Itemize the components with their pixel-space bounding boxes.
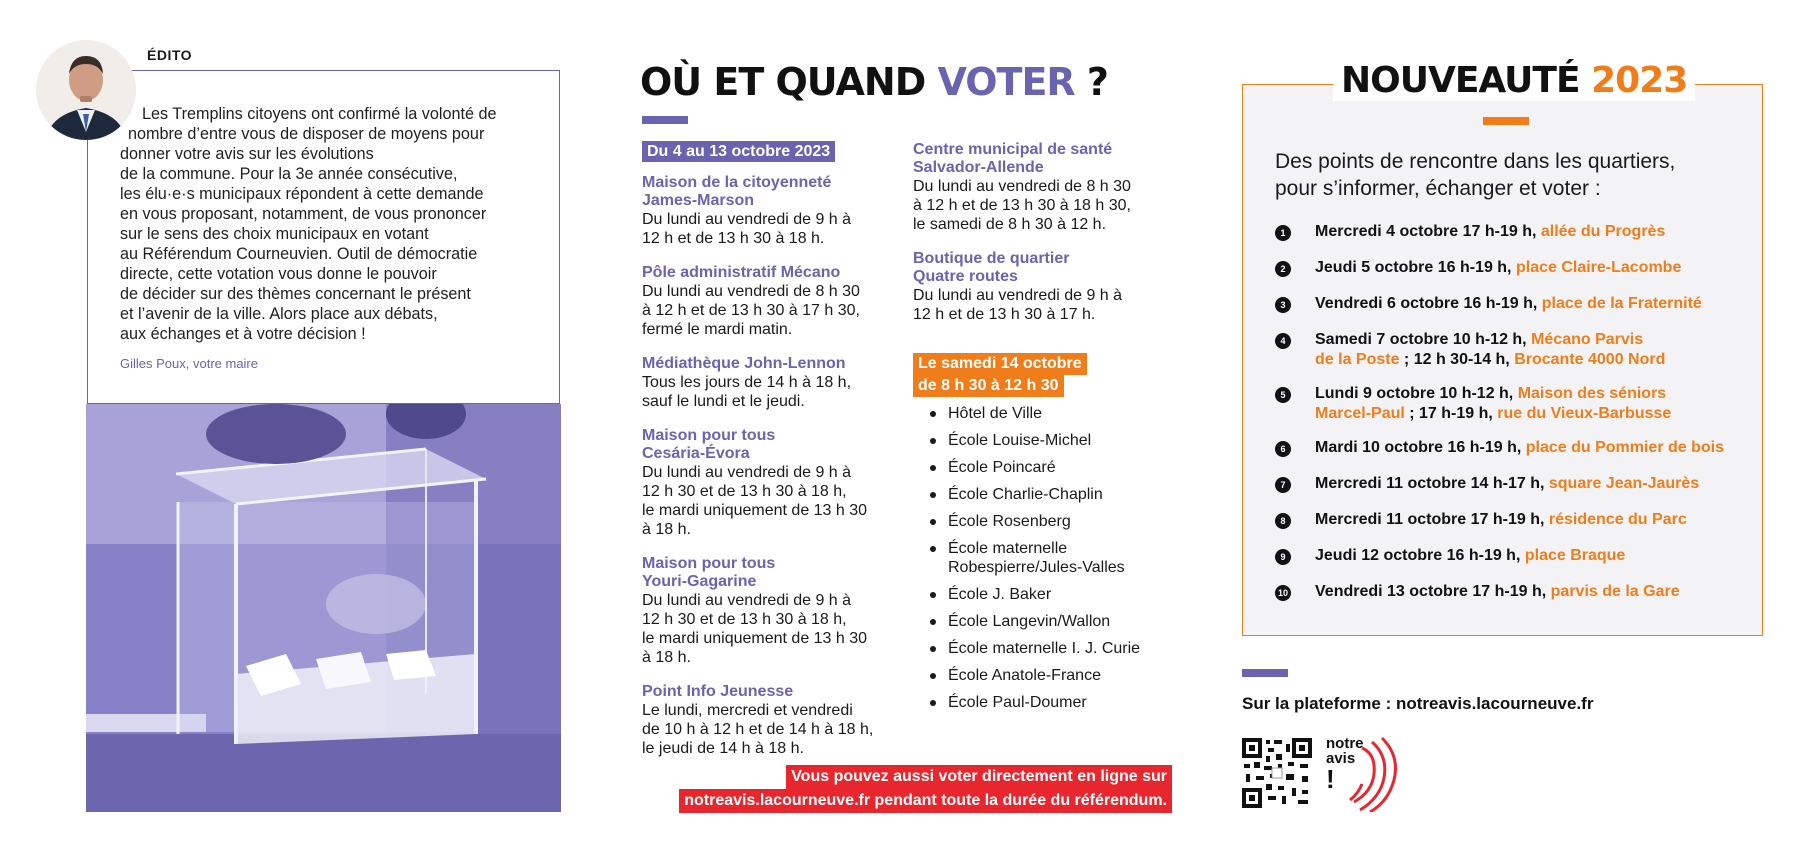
location-hours-line: le jeudi de 14 h à 18 h. <box>642 740 804 757</box>
period-label-line: Le samedi 14 octobre <box>913 353 1087 375</box>
meeting-time: Vendredi 13 octobre 17 h-19 h, <box>1315 583 1551 600</box>
location-block <box>642 683 892 758</box>
where-when-title <box>640 60 1108 104</box>
online-note-line: notreavis.lacourneuve.fr pendant toute la durée du référendum. <box>679 789 1172 813</box>
edito-line: en vous proposant, notamment, de vous prononcer <box>120 205 487 223</box>
meeting-place: rue du Vieux-Barbusse <box>1497 405 1672 422</box>
logo-text-line: ! <box>1326 764 1335 794</box>
meeting-line <box>1315 546 1755 566</box>
location-name-line: Cesária-Évora <box>642 445 750 462</box>
meeting-line <box>1315 404 1755 424</box>
school-item <box>930 585 1170 604</box>
logo-text-line: avis <box>1326 750 1356 767</box>
location-hours <box>642 701 892 758</box>
meeting-line <box>1315 510 1755 530</box>
meeting-time: Jeudi 5 octobre 16 h-19 h, <box>1315 259 1516 276</box>
school-item <box>930 431 1170 450</box>
meeting-place: parvis de la Gare <box>1550 583 1680 600</box>
new-title-wrap <box>1333 60 1695 101</box>
location-hours-line: à 12 h et de 13 h 30 à 17 h 30, <box>642 302 860 319</box>
location-block <box>913 141 1163 234</box>
school-item <box>930 458 1170 477</box>
edito-line: Les Tremplins citoyens ont confirmé la volonté de <box>142 105 497 123</box>
location-hours-line: Le lundi, mercredi et vendredi <box>642 702 853 719</box>
location-name <box>642 683 892 701</box>
period-label: Du 4 au 13 octobre 2023 <box>642 141 835 162</box>
location-name-line: Maison pour tous <box>642 427 776 444</box>
school-name-line: École maternelle <box>948 540 1068 557</box>
meetings-list <box>1275 222 1755 618</box>
meeting-number-badge: 5 <box>1275 387 1291 403</box>
location-name-line: James-Marson <box>642 192 755 209</box>
edito-signature: Gilles Poux, votre maire <box>120 356 258 371</box>
school-item <box>930 485 1170 504</box>
location-hours-line: le mardi uniquement de 13 h 30 <box>642 502 868 519</box>
school-item <box>930 612 1170 631</box>
school-name-line: École Louise-Michel <box>948 432 1092 449</box>
meeting-number-badge: 10 <box>1275 585 1291 601</box>
location-name <box>913 250 1163 286</box>
school-name-line: École Anatole-France <box>948 667 1101 684</box>
meeting-number-badge: 3 <box>1275 297 1291 313</box>
ballot-box-photo <box>86 404 561 812</box>
edito-line: au Référendum Courneuvien. Outil de démocratie <box>120 245 478 263</box>
location-name <box>642 264 892 282</box>
meeting-line <box>1315 474 1755 494</box>
school-name-line: Robespierre/Jules-Valles <box>948 559 1125 576</box>
school-item <box>930 666 1170 685</box>
location-name-line: Youri-Gagarine <box>642 573 757 590</box>
meeting-line <box>1315 582 1755 602</box>
location-name <box>913 141 1163 177</box>
meeting-number-badge: 6 <box>1275 441 1291 457</box>
location-name <box>642 427 892 463</box>
location-hours-line: Du lundi au vendredi de 9 h à <box>642 211 852 228</box>
period-badge-2 <box>913 353 1163 397</box>
location-name-line: Maison de la citoyenneté <box>642 174 832 191</box>
meeting-separator: ; 17 h-19 h, <box>1404 405 1498 422</box>
title-rule <box>642 116 688 124</box>
meeting-line <box>1315 330 1755 350</box>
location-block <box>642 427 892 539</box>
intro-line: pour s’informer, échanger et voter : <box>1275 177 1601 200</box>
edito-line: de décider sur des thèmes concernant le présent <box>120 285 471 303</box>
meeting-place: de la Poste <box>1315 351 1400 368</box>
meeting-time: Mardi 10 octobre 16 h-19 h, <box>1315 439 1526 456</box>
meeting-place: Maison des séniors <box>1517 385 1667 402</box>
location-hours-line: 12 h et de 13 h 30 à 17 h. <box>913 306 1096 323</box>
meeting-time: Lundi 9 octobre 10 h-12 h, <box>1315 385 1518 402</box>
location-name-line: Médiathèque John-Lennon <box>642 355 846 372</box>
meeting-item <box>1275 510 1755 530</box>
location-hours-line: à 18 h. <box>642 521 691 538</box>
location-name-line: Maison pour tous <box>642 555 776 572</box>
edito-line: nombre d’entre vous de disposer de moyens pour <box>128 125 485 143</box>
new-title-rule <box>1483 117 1529 125</box>
location-block <box>642 555 892 667</box>
location-block <box>913 250 1163 324</box>
location-hours-line: Du lundi au vendredi de 8 h 30 <box>913 178 1131 195</box>
location-hours <box>642 463 892 539</box>
meeting-place: Brocante 4000 Nord <box>1514 351 1666 368</box>
meeting-item <box>1275 582 1755 602</box>
new-intro <box>1275 148 1745 202</box>
title-part: ? <box>1074 60 1108 104</box>
edito-line: de la commune. Pour la 3e année consécutive, <box>120 165 458 183</box>
meeting-line <box>1315 438 1755 458</box>
location-block <box>642 355 892 411</box>
school-item <box>930 539 1170 577</box>
school-name-line: École Charlie-Chaplin <box>948 486 1103 503</box>
location-name-line: Salvador-Allende <box>913 159 1044 176</box>
location-name-line: Pôle administratif Mécano <box>642 264 841 281</box>
location-hours-line: à 18 h. <box>642 649 691 666</box>
location-hours-line: 12 h 30 et de 13 h 30 à 18 h, <box>642 611 847 628</box>
location-hours <box>642 373 892 411</box>
meeting-time: Mercredi 4 octobre 17 h-19 h, <box>1315 223 1541 240</box>
school-name-line: École Paul-Doumer <box>948 694 1087 711</box>
qr-code-icon <box>1242 738 1312 808</box>
location-hours <box>913 286 1163 324</box>
title-part: OÙ ET QUAND <box>640 60 938 104</box>
meeting-line <box>1315 384 1755 404</box>
location-hours-line: de 10 h à 12 h et de 14 h à 18 h, <box>642 721 874 738</box>
location-name-line: Point Info Jeunesse <box>642 683 794 700</box>
meeting-number-badge: 2 <box>1275 261 1291 277</box>
edito-line: sur le sens des choix municipaux en votant <box>120 225 429 243</box>
school-name-line: École J. Baker <box>948 586 1052 603</box>
location-hours <box>642 591 892 667</box>
school-name-line: École Langevin/Wallon <box>948 613 1111 630</box>
school-name-line: Hôtel de Ville <box>948 405 1042 422</box>
edito-line: les élu·e·s municipaux répondent à cette demande <box>120 185 484 203</box>
school-name-line: École maternelle I. J. Curie <box>948 640 1141 657</box>
notre-avis-text <box>1326 736 1364 792</box>
meeting-item <box>1275 438 1755 458</box>
meeting-number-badge: 1 <box>1275 225 1291 241</box>
location-hours-line: le mardi uniquement de 13 h 30 <box>642 630 868 647</box>
location-hours-line: fermé le mardi matin. <box>642 321 793 338</box>
location-name <box>642 555 892 591</box>
meeting-place: résidence du Parc <box>1548 511 1687 528</box>
meeting-place: place Claire-Lacombe <box>1515 259 1682 276</box>
meeting-time: Jeudi 12 octobre 16 h-19 h, <box>1315 547 1525 564</box>
location-name-line: Boutique de quartier <box>913 250 1070 267</box>
meeting-number-badge: 4 <box>1275 333 1291 349</box>
period-label <box>913 355 1087 394</box>
meeting-place: place Braque <box>1524 547 1626 564</box>
school-name-line: École Rosenberg <box>948 513 1071 530</box>
school-item <box>930 404 1170 423</box>
school-item <box>930 639 1170 658</box>
location-hours-line: 12 h 30 et de 13 h 30 à 18 h, <box>642 483 847 500</box>
meeting-line <box>1315 350 1755 370</box>
edito-title: ÉDITO <box>147 47 193 63</box>
location-name-line: Centre municipal de santé <box>913 141 1113 158</box>
meeting-place: allée du Progrès <box>1540 223 1666 240</box>
location-name <box>642 174 892 210</box>
meeting-item <box>1275 384 1755 424</box>
school-name-line: École Poincaré <box>948 459 1056 476</box>
edito-line: donner votre avis sur les évolutions <box>120 145 374 163</box>
meeting-item <box>1275 294 1755 314</box>
meeting-place: place du Pommier de bois <box>1525 439 1725 456</box>
edito-line: et l’avenir de la ville. Alors place aux débats, <box>120 305 438 323</box>
meeting-item <box>1275 546 1755 566</box>
title-accent: VOTER <box>937 60 1075 104</box>
title-accent: 2023 <box>1591 60 1688 101</box>
location-name <box>642 355 892 373</box>
meeting-item <box>1275 330 1755 370</box>
schools-list <box>930 404 1170 720</box>
meeting-time: Samedi 7 octobre 10 h-12 h, <box>1315 331 1532 348</box>
school-item <box>930 512 1170 531</box>
meeting-time: Vendredi 6 octobre 16 h-19 h, <box>1315 295 1542 312</box>
meeting-place: square Jean-Jaurès <box>1548 475 1700 492</box>
location-block <box>642 174 892 248</box>
meeting-number-badge: 7 <box>1275 477 1291 493</box>
intro-line: Des points de rencontre dans les quartiers, <box>1275 150 1676 173</box>
meeting-place: Mécano Parvis <box>1531 331 1644 348</box>
period-badge-1 <box>642 142 892 162</box>
logo-text-line: notre <box>1326 735 1364 752</box>
location-hours-line: sauf le lundi et le jeudi. <box>642 393 805 410</box>
location-hours-line: le samedi de 8 h 30 à 12 h. <box>913 216 1107 233</box>
location-block <box>642 264 892 339</box>
period-label-line: de 8 h 30 à 12 h 30 <box>913 375 1064 397</box>
location-hours <box>642 282 892 339</box>
location-hours <box>913 177 1163 234</box>
title-part: NOUVEAUTÉ <box>1341 60 1592 101</box>
location-hours-line: Du lundi au vendredi de 9 h à <box>642 592 852 609</box>
meeting-line <box>1315 294 1755 314</box>
meeting-place: Marcel-Paul <box>1315 405 1405 422</box>
location-hours <box>642 210 892 248</box>
meeting-time: Mercredi 11 octobre 14 h-17 h, <box>1315 475 1549 492</box>
location-hours-line: 12 h et de 13 h 30 à 18 h. <box>642 230 825 247</box>
edito-line: aux échanges et à votre décision ! <box>120 325 366 343</box>
location-hours-line: Du lundi au vendredi de 9 h à <box>642 464 852 481</box>
online-vote-note <box>642 765 1172 813</box>
online-note-line: Vous pouvez aussi voter directement en ligne sur <box>786 765 1172 789</box>
meeting-item <box>1275 222 1755 242</box>
meeting-line <box>1315 258 1755 278</box>
location-hours-line: Du lundi au vendredi de 8 h 30 <box>642 283 860 300</box>
edito-line: directe, cette votation vous donne le pouvoir <box>120 265 437 283</box>
meeting-line <box>1315 222 1755 242</box>
meeting-number-badge: 8 <box>1275 513 1291 529</box>
location-hours-line: Tous les jours de 14 h à 18 h, <box>642 374 852 391</box>
meeting-time: Mercredi 11 octobre 17 h-19 h, <box>1315 511 1549 528</box>
meeting-item <box>1275 258 1755 278</box>
platform-link[interactable]: Sur la plateforme : notreavis.lacourneuve.fr <box>1242 694 1594 713</box>
meeting-separator: ; 12 h 30-14 h, <box>1399 351 1515 368</box>
school-item <box>930 693 1170 712</box>
platform-rule <box>1242 669 1288 677</box>
meeting-place: place de la Fraternité <box>1541 295 1702 312</box>
location-name-line: Quatre routes <box>913 268 1018 285</box>
location-hours-line: Du lundi au vendredi de 9 h à <box>913 287 1123 304</box>
location-hours-line: à 12 h et de 13 h 30 à 18 h 30, <box>913 197 1131 214</box>
new-2023-title <box>1341 60 1687 101</box>
meeting-number-badge: 9 <box>1275 549 1291 565</box>
meeting-item <box>1275 474 1755 494</box>
edito-text <box>120 104 550 344</box>
